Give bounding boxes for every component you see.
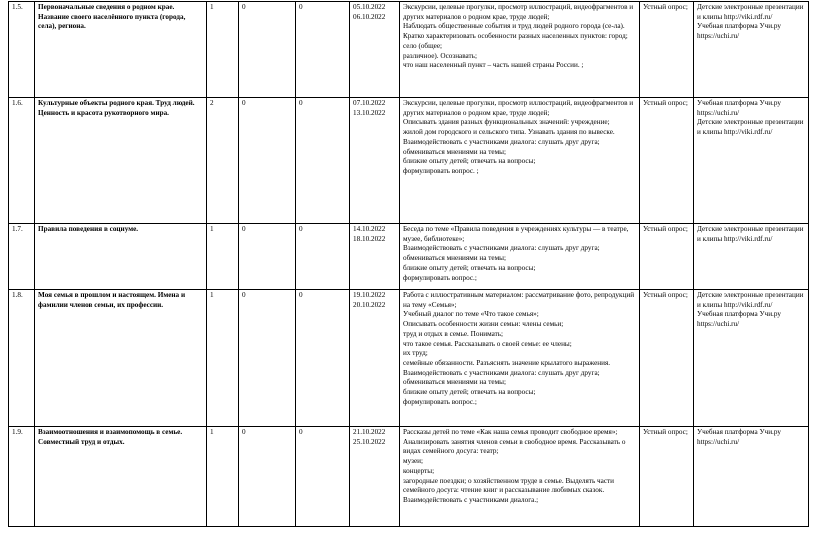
resources-cell xyxy=(694,290,809,427)
activity-line: их труд; xyxy=(403,349,428,358)
topic-title: Взаимоотношения и взаимопомощь в семье. Совместный труд и отдых. xyxy=(35,427,207,527)
topic-title: Правила поведения в социуме. xyxy=(35,224,207,290)
hours-total: 1 xyxy=(207,290,239,427)
activity-line: жилой дом городского и сельского типа. Узнавать здания по вывеске. Взаимодействовать с участниками диалога: слушать друг друга; xyxy=(403,128,615,146)
date-end: 06.10.2022 xyxy=(353,12,386,21)
activity-line: Описывать здания разных функциональных значений: учреждение; xyxy=(403,118,610,127)
study-dates xyxy=(350,98,400,224)
hours-practical: 0 xyxy=(296,98,350,224)
resources-cell xyxy=(694,2,809,98)
date-start: 05.10.2022 xyxy=(353,3,386,11)
date-start: 21.10.2022 xyxy=(353,428,386,436)
control-form: Устный опрос; xyxy=(640,224,694,290)
hours-total: 1 xyxy=(207,224,239,290)
activity-line: обмениваться мнениями на темы; xyxy=(403,254,506,263)
activities-cell xyxy=(400,427,640,527)
activity-line: село (общее; xyxy=(403,41,443,50)
study-dates xyxy=(350,290,400,427)
activity-line: близкие опыту детей; отвечать на вопросы; xyxy=(403,157,536,166)
topic-title: Первоначальные сведения о родном крае. Название своего населённого пункта (города, села), региона. xyxy=(35,2,207,98)
date-end: 20.10.2022 xyxy=(353,300,386,309)
activities-cell xyxy=(400,2,640,98)
hours-control: 0 xyxy=(239,290,296,427)
row-number: 1.6. xyxy=(9,98,35,224)
table-row xyxy=(9,224,809,290)
activity-line: формулировать вопрос. ; xyxy=(403,166,479,175)
date-end: 13.10.2022 xyxy=(353,108,386,117)
activity-line: музеи; xyxy=(403,457,424,466)
activity-line: Наблюдать общественные события и труд людей родного города (се-ла). Кратко характеризовать особенности разных населенных пунктов: город; xyxy=(403,22,628,41)
hours-practical: 0 xyxy=(296,224,350,290)
activity-line: близкие опыту детей; отвечать на вопросы; xyxy=(403,388,536,397)
row-number: 1.8. xyxy=(9,290,35,427)
activity-line: различное). Осознавать; xyxy=(403,51,477,60)
resource-link: Детские электронные презентации и клипы http://viki.rdf.ru/ xyxy=(697,3,804,21)
resource-link: Детские электронные презентации и клипы http://viki.rdf.ru/ xyxy=(697,225,804,243)
resources-cell xyxy=(694,224,809,290)
study-dates xyxy=(350,224,400,290)
activity-line: что такое семья. Рассказывать о своей семье: ее члены; xyxy=(403,339,572,348)
resource-link: Учебная платформа Учи.ру https://uchi.ru/ xyxy=(697,22,781,41)
activities-cell xyxy=(400,98,640,224)
activity-line: Рассказы детей по теме «Как наша семья проводит свободное время»; xyxy=(403,428,618,436)
activity-line: близкие опыту детей; отвечать на вопросы; xyxy=(403,263,536,272)
date-end: 25.10.2022 xyxy=(353,437,386,446)
hours-total: 1 xyxy=(207,2,239,98)
activity-line: что наш населенный пункт – часть нашей страны России. ; xyxy=(403,61,584,70)
resource-link: Учебная платформа Учи.ру https://uchi.ru/ xyxy=(697,99,781,117)
study-dates xyxy=(350,2,400,98)
activities-cell xyxy=(400,290,640,427)
row-number: 1.9. xyxy=(9,427,35,527)
study-dates xyxy=(350,427,400,527)
resources-cell xyxy=(694,427,809,527)
activity-line: Описывать особенности жизни семьи: члены семьи; xyxy=(403,320,564,329)
activity-line: Работа с иллюстративным материалом: рассматривание фото, репродукций на тему «Семья»; xyxy=(403,291,635,309)
activity-line: загородные поездки; о хозяйственном труде в семье. Выделять части семейного досуга: чтение книг и рассказывание любимых сказок. Взаимодействовать с участниками диалога.; xyxy=(403,476,615,504)
activity-line: Анализировать занятия членов семьи в свободное время. Рассказывать о видах семейного досуга: театр; xyxy=(403,437,626,456)
control-form: Устный опрос; xyxy=(640,98,694,224)
table-row xyxy=(9,98,809,224)
table-row xyxy=(9,290,809,427)
activity-line: формулировать вопрос.; xyxy=(403,273,477,282)
resource-link: Учебная платформа Учи.ру https://uchi.ru/ xyxy=(697,428,781,446)
activity-line: труд и отдых в семье. Понимать; xyxy=(403,329,504,338)
topic-title: Моя семья в прошлом и настоящем. Имена и фамилии членов семьи, их профессии. xyxy=(35,290,207,427)
activity-line: концерты; xyxy=(403,466,435,475)
resource-link: Детские электронные презентации и клипы http://viki.rdf.ru/ xyxy=(697,118,804,137)
resource-link: Детские электронные презентации и клипы http://viki.rdf.ru/ xyxy=(697,291,804,309)
activity-line: Беседа по теме «Правила поведения в учреждениях культуры — в театре, музее, библиотеке»; xyxy=(403,225,629,243)
thematic-plan-table xyxy=(8,1,809,527)
row-number: 1.5. xyxy=(9,2,35,98)
activities-cell xyxy=(400,224,640,290)
hours-total: 2 xyxy=(207,98,239,224)
row-number: 1.7. xyxy=(9,224,35,290)
resource-link: Учебная платформа Учи.ру https://uchi.ru/ xyxy=(697,310,781,329)
activity-line: обмениваться мнениями на темы; xyxy=(403,378,506,387)
hours-total: 1 xyxy=(207,427,239,527)
resources-cell xyxy=(694,98,809,224)
activity-line: Экскурсии, целевые прогулки, просмотр иллюстраций, видеофрагментов и других материалов о родном крае, труде людей; xyxy=(403,99,634,117)
table-row xyxy=(9,427,809,527)
date-start: 19.10.2022 xyxy=(353,291,386,299)
hours-control: 0 xyxy=(239,2,296,98)
activity-line: Взаимодействовать с участниками диалога: слушать друг друга; xyxy=(403,244,600,253)
control-form: Устный опрос; xyxy=(640,2,694,98)
activity-line: семейные обязанности. Разъяснять значение крылатого выражения. Взаимодействовать с участниками диалога: слушать друг друга; xyxy=(403,358,611,377)
table-row xyxy=(9,2,809,98)
table-body xyxy=(9,2,809,527)
hours-control: 0 xyxy=(239,427,296,527)
hours-control: 0 xyxy=(239,224,296,290)
topic-title: Культурные объекты родного края. Труд людей. Ценность и красота рукотворного мира. xyxy=(35,98,207,224)
date-start: 14.10.2022 xyxy=(353,225,386,233)
hours-practical: 0 xyxy=(296,290,350,427)
activity-line: формулировать вопрос.; xyxy=(403,397,477,406)
activity-line: Экскурсии, целевые прогулки, просмотр иллюстраций, видеофрагментов и других материалов о родном крае, труде людей; xyxy=(403,3,634,21)
control-form: Устный опрос; xyxy=(640,427,694,527)
hours-practical: 0 xyxy=(296,2,350,98)
hours-control: 0 xyxy=(239,98,296,224)
hours-practical: 0 xyxy=(296,427,350,527)
date-end: 18.10.2022 xyxy=(353,234,386,243)
activity-line: Учебный диалог по теме «Что такое семья»; xyxy=(403,310,539,319)
activity-line: обмениваться мнениями на темы; xyxy=(403,147,506,156)
control-form: Устный опрос; xyxy=(640,290,694,427)
date-start: 07.10.2022 xyxy=(353,99,386,107)
